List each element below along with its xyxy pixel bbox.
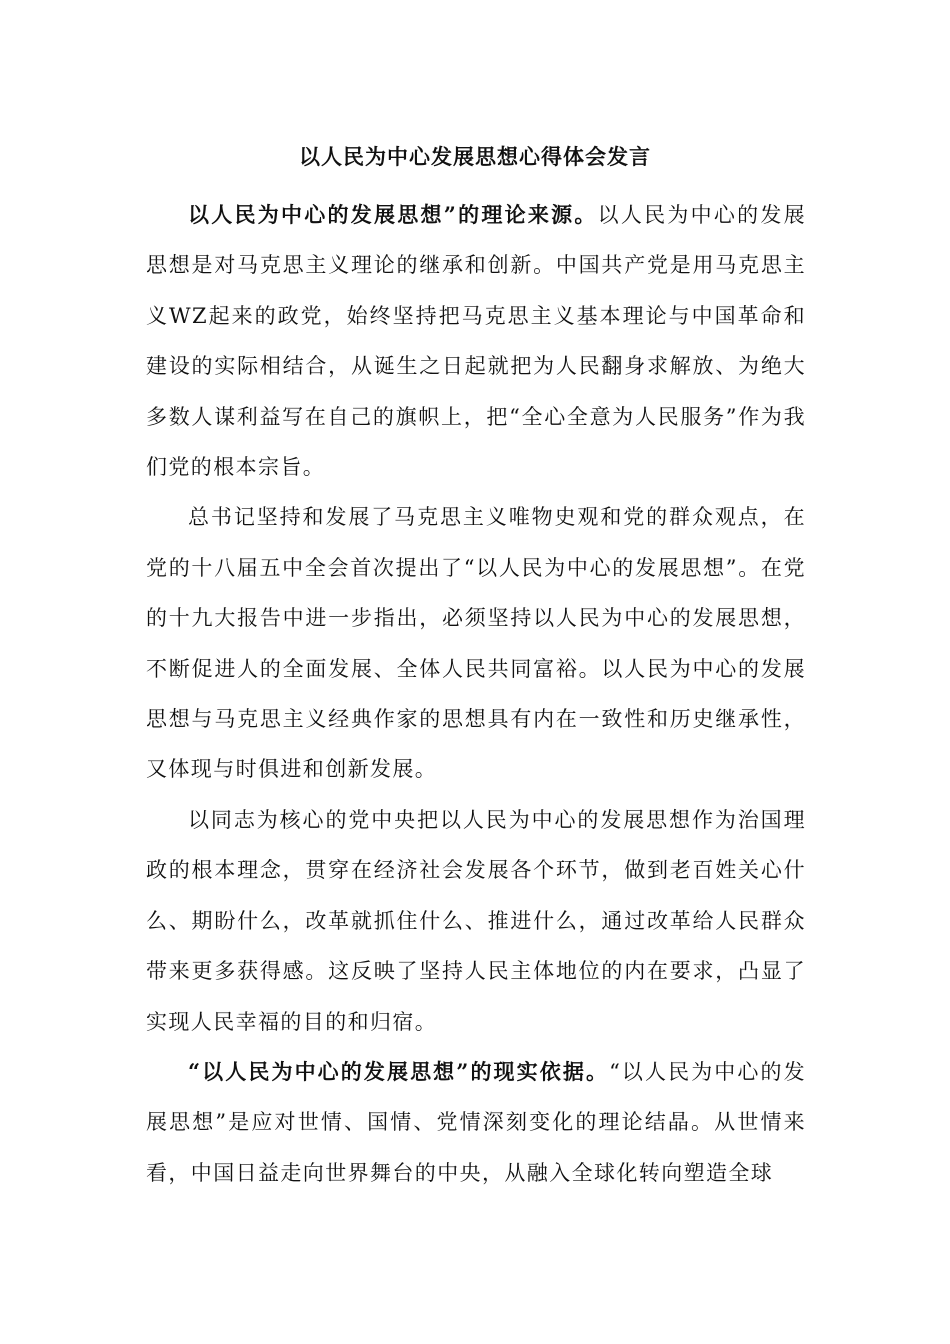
- paragraph-text: “以人民为中心的发展思想”是应对世情、国情、党情深刻变化的理论结晶。从世情来看，中国日益走向世界舞台的中央，从融入全球化转向塑造全球: [146, 1059, 806, 1185]
- paragraph-text: 以人民为中心的发展思想是对马克思主义理论的继承和创新。中国共产党是用马克思主义WZ起来的政党，始终坚持把马克思主义基本理论与中国革命和建设的实际相结合，从诞生之日起就把为人民翻身求解放、为绝大多数人谋利益写在自己的旗帜上，把“全心全意为人民服务”作为我们党的根本宗旨。: [146, 203, 806, 480]
- paragraph-heading: “以人民为中心的发展思想”的现实依据。: [188, 1058, 610, 1084]
- paragraph-text: 以同志为核心的党中央把以人民为中心的发展思想作为治国理政的根本理念，贯穿在经济社会发展各个环节，做到老百姓关心什么、期盼什么，改革就抓住什么、推进什么，通过改革给人民群众带来更多获得感。这反映了坚持人民主体地位的内在要求，凸显了实现人民幸福的目的和归宿。: [146, 807, 806, 1034]
- paragraph-heading: 以人民为中心的发展思想”的理论来源。: [188, 202, 598, 227]
- paragraph-development: [146, 492, 806, 794]
- document-title: 以人民为中心发展思想心得体会发言: [299, 144, 651, 169]
- paragraph-governance: [146, 795, 806, 1047]
- document-body: [146, 190, 806, 1198]
- paragraph-practical-basis: [146, 1047, 806, 1198]
- paragraph-theory-source: [146, 190, 806, 492]
- paragraph-text: 总书记坚持和发展了马克思主义唯物史观和党的群众观点，在党的十八届五中全会首次提出了“以人民为中心的发展思想”。在党的十九大报告中进一步指出，必须坚持以人民为中心的发展思想，不断促进人的全面发展、全体人民共同富裕。以人民为中心的发展思想与马克思主义经典作家的思想具有内在一致性和历史继承性，又体现与时俱进和创新发展。: [146, 505, 806, 782]
